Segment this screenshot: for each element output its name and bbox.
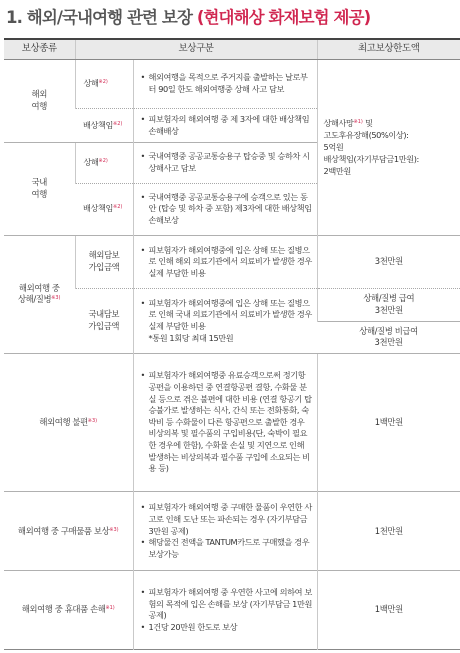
- limit-travel-common: 상해사망$^{※1)}$ 및 고도후유장해(50%이상): 5억원 배상책임(자기부담금1만원): 2백만원: [317, 59, 460, 235]
- desc-travel-delay: • 피보험자가 해외여행중 유료승객으로써 정기항공편을 이용하던 중 연결항공편 결항, 수화물 분실 등으로 겪은 불편에 대한 비용 (연결 항공기 탑승불가로 발생하는 식사, 간식 또는 전화통화, 숙박비 등 수화물이 다른 항공편으로 출발한 경우 비상의복 및 필수품의 구입비용(단, 숙박이 필요한 경우에 한함), 수화물 손실 및 지연으로 인해 발생하는 비상의복과 필수품 구입에 소요되는 비용 등): [133, 353, 317, 492]
- subcategory-domestic-liability: 배상책임$^{※2)}$: [75, 183, 133, 235]
- limit-medical-domestic-uncovered: 상해/질병 비급여 3천만원: [317, 321, 460, 353]
- desc-domestic-injury: • 국내여행중 공공교통승용구 탑승중 및 승하차 시 상해사고 담보: [133, 143, 317, 183]
- subcategory-overseas-injury: 상해$^{※2)}$: [75, 59, 133, 109]
- table-row: [4, 571, 460, 650]
- header-coverage-detail: 보상구분: [75, 39, 317, 59]
- subcategory-medical-overseas: 해외담보 가입금액: [75, 235, 133, 289]
- desc-medical-domestic: • 피보험자가 해외여행중에 입은 상해 또는 질병으로 인해 국내 의료기관에서 의료비가 발생한 경우 실제 부담한 비용 *통원 1회당 최대 15만원: [133, 289, 317, 353]
- header-coverage-type: 보상종류: [4, 39, 75, 59]
- desc-domestic-liability: • 국내여행중 공공교통승용구에 승객으로 있는 동안 (탑승 및 하차 중 포함) 제3자에 대한 배상책임 손해보상: [133, 183, 317, 235]
- section-title-provider: (현대해상 화재보험 제공): [196, 8, 371, 27]
- subcategory-overseas-liability: 배상책임$^{※2)}$: [75, 109, 133, 143]
- category-domestic: 국내 여행: [4, 143, 75, 235]
- coverage-table: [4, 38, 460, 650]
- category-medical: 해외여행 중 상해/질병$^{※3)}$: [4, 235, 75, 353]
- limit-medical-overseas: 3천만원: [317, 235, 460, 289]
- category-belongings: 해외여행 중 휴대품 손해$^{※1)}$: [4, 571, 133, 650]
- table-row: [4, 59, 460, 109]
- desc-purchase-protection: • 피보험자가 해외여행 중 구매한 물품이 우연한 사고로 인해 도난 또는 파손되는 경우 (자기부담금 3만원 공제) • 해당물건 전액을 TANTUM카드로 구매했을 경우 보상가능: [133, 492, 317, 571]
- limit-travel-delay: 1백만원: [317, 353, 460, 492]
- table-row: [4, 235, 460, 289]
- subcategory-domestic-injury: 상해$^{※2)}$: [75, 143, 133, 183]
- desc-overseas-liability: • 피보험자의 해외여행 중 제 3자에 대한 배상책임 손해배상: [133, 109, 317, 143]
- header-max-limit: 최고보상한도액: [317, 39, 460, 59]
- table-row: [4, 492, 460, 571]
- table-row: [4, 353, 460, 492]
- subcategory-medical-domestic: 국내담보 가입금액: [75, 289, 133, 353]
- table-header-row: [4, 39, 460, 59]
- category-travel-delay: 해외여행 불편$^{※3)}$: [4, 353, 133, 492]
- limit-belongings: 1백만원: [317, 571, 460, 650]
- limit-purchase-protection: 1천만원: [317, 492, 460, 571]
- desc-medical-overseas: • 피보험자가 해외여행중에 입은 상해 또는 질병으로 인해 해외 의료기관에서 의료비가 발생한 경우 실제 부담한 비용: [133, 235, 317, 289]
- desc-belongings: • 피보험자가 해외여행 중 우연한 사고에 의하여 보험의 목적에 입은 손해를 보상 (자기부담금 1만원 공제) • 1건당 20만원 한도로 보상: [133, 571, 317, 650]
- category-purchase-protection: 해외여행 중 구매물품 보상$^{※3)}$: [4, 492, 133, 571]
- limit-medical-domestic-covered: 상해/질병 급여 3천만원: [317, 289, 460, 321]
- section-title-text: 1. 해외/국내여행 관련 보장: [6, 8, 197, 27]
- desc-overseas-injury: • 해외여행을 목적으로 주거지를 출발하는 날로부터 90일 한도 해외여행중 상해 사고 담보: [133, 59, 317, 109]
- section-title: [6, 4, 370, 30]
- category-overseas: 해외 여행: [4, 59, 75, 143]
